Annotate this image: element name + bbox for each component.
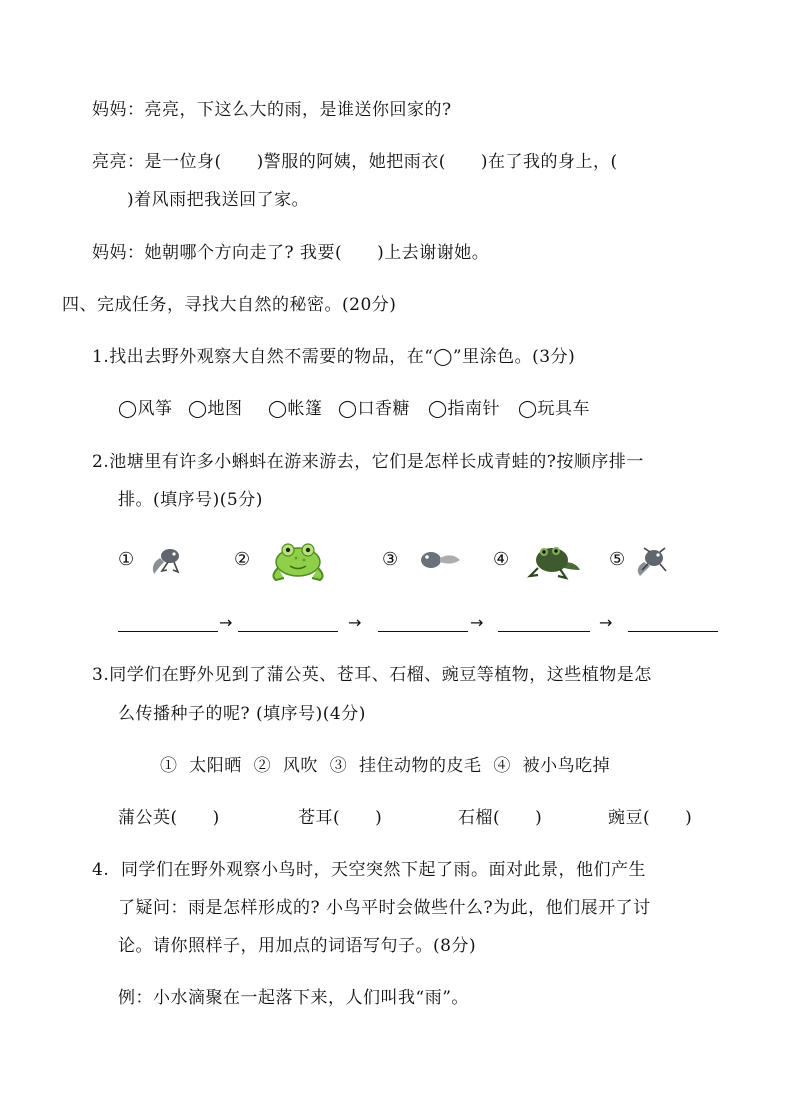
dialogue-line-1: 妈妈：亮亮，下这么大的雨，是谁送你回家的?: [92, 100, 452, 120]
dialogue-line-4: 妈妈：她朝哪个方向走了? 我要( )上去谢谢她。: [92, 243, 490, 263]
tadpole-icon: [412, 546, 462, 574]
stage-label-4: ④: [493, 549, 510, 570]
option-tent[interactable]: ◯帐篷: [268, 399, 323, 419]
dark-frog-with-tail-icon: [524, 540, 582, 582]
option-gum[interactable]: ◯口香糖: [338, 399, 411, 419]
plant-pomegranate[interactable]: 石榴( ): [458, 808, 543, 828]
answer-blank-2[interactable]: [238, 631, 338, 632]
answer-blank-3[interactable]: [378, 631, 468, 632]
question-4-example: 例：小水滴聚在一起落下来，人们叫我“雨”。: [118, 988, 469, 1008]
dispersal-methods: ① 太阳晒 ② 风吹 ③ 挂住动物的皮毛 ④ 被小鸟吃掉: [160, 756, 611, 776]
stage-label-5: ⑤: [609, 549, 626, 570]
question-3-text-line-1: 3.同学们在野外见到了蒲公英、苍耳、石榴、豌豆等植物，这些植物是怎: [92, 665, 652, 685]
question-2-text-line-1: 2.池塘里有许多小蝌蚪在游来游去，它们是怎样长成青蛙的?按顺序排一: [92, 452, 644, 472]
section-4-heading: 四、完成任务，寻找大自然的秘密。(20分): [62, 295, 397, 315]
option-kite[interactable]: ◯风筝: [118, 399, 173, 419]
stage-label-1: ①: [118, 549, 135, 570]
question-1-text: 1.找出去野外观察大自然不需要的物品，在“◯”里涂色。(3分): [92, 347, 576, 367]
dialogue-line-3: )着风雨把我送回了家。: [92, 190, 310, 210]
answer-blank-1[interactable]: [118, 631, 218, 632]
answer-blank-5[interactable]: [628, 631, 718, 632]
plant-dandelion[interactable]: 蒲公英( ): [118, 808, 220, 828]
answer-blank-4[interactable]: [498, 631, 590, 632]
tadpole-with-hind-legs-icon: [146, 544, 188, 578]
arrow-4: →: [599, 613, 613, 632]
option-map[interactable]: ◯地图: [188, 399, 243, 419]
stage-label-2: ②: [234, 549, 251, 570]
question-3-text-line-2: 么传播种子的呢? (填序号)(4分): [118, 704, 366, 724]
tadpole-with-four-legs-icon: [630, 544, 670, 580]
question-2-text-line-2: 排。(填序号)(5分): [118, 490, 263, 510]
dialogue-line-2: 亮亮：是一位身( )警服的阿姨，她把雨衣( )在了我的身上，(: [92, 152, 618, 172]
plant-cocklebur[interactable]: 苍耳( ): [298, 808, 383, 828]
option-toy-car[interactable]: ◯玩具车: [518, 399, 591, 419]
question-4-text-line-3: 论。请你照样子，用加点的词语写句子。(8分): [118, 936, 477, 956]
stage-label-3: ③: [382, 549, 399, 570]
adult-green-frog-icon: [266, 538, 330, 584]
question-4-text-line-1: 4. 同学们在野外观察小鸟时，天空突然下起了雨。面对此景，他们产生: [92, 860, 647, 880]
option-compass[interactable]: ◯指南针: [428, 399, 501, 419]
question-4-text-line-2: 了疑问：雨是怎样形成的? 小鸟平时会做些什么?为此，他们展开了讨: [118, 898, 651, 918]
arrow-2: →: [348, 613, 362, 632]
arrow-3: →: [470, 613, 484, 632]
arrow-1: →: [219, 613, 233, 632]
plant-pea[interactable]: 豌豆( ): [608, 808, 693, 828]
